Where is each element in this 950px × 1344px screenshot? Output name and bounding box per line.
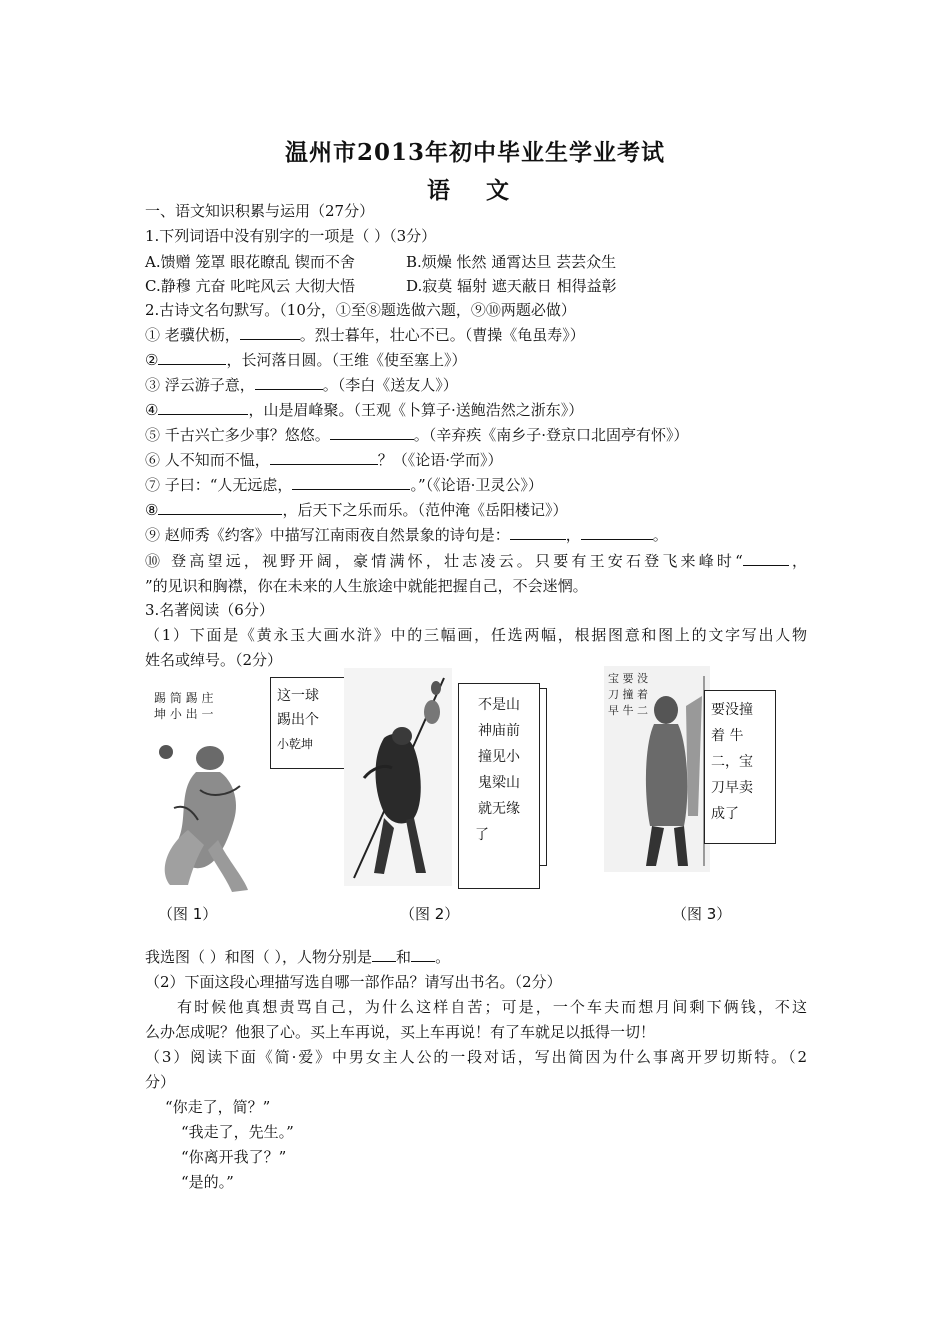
q2-item-4-text: ，山是眉峰聚。（王观《卜算子·送鲍浩然之浙东》） [248,401,584,419]
q2-item-3-text: ③ 浮云游子意， [145,376,255,394]
q2-item-5 [145,425,689,445]
q2-item-10-line1 [145,551,807,571]
q3-part3-line2: 分） [145,1073,176,1091]
answer-blank[interactable] [158,500,282,515]
q2-item-2-text: ，长河落日圆。（王维《使至塞上》） [226,351,467,369]
bubble-line: 踢出个 [277,712,319,728]
q2-item-7-text: ⑦ 子曰：“人无远虑， [145,476,293,494]
bubble-line: 成了 [711,806,739,822]
q1-option-d: D.寂莫 辐射 遮天蔽日 相得益彰 [406,277,617,295]
q3-part1-line1: （1）下面是《黄永玉大画水浒》中的三幅画，任选两幅，根据图意和图上的文字写出人物 [145,626,807,644]
answer-blank[interactable] [158,400,248,415]
bubble-line: 这一球 [277,688,319,704]
q2-item-1-source: 。烈士暮年，壮心不已。（曹操《龟虽寿》） [299,326,585,344]
sword-figure-illustration [604,666,710,872]
q2-item-6-source: ？（《论语·学而》） [377,451,503,469]
q2-item-10-text: ⑩ 登高望远，视野开阔，豪情满怀，壮志凌云。只要有王安石登飞来峰时“ [145,552,743,570]
choose-end: 。 [435,948,451,966]
figure-1-speech-bubble [270,677,350,769]
q2-item-10-comma: ， [788,552,807,570]
subject-title: 语 文 [426,177,523,204]
bubble-line: 了 [475,827,489,843]
q2-item-4 [145,400,583,420]
figure-3-speech-bubble [704,690,776,844]
figure-1-caption: （图 1） [158,905,218,923]
answer-blank[interactable] [330,425,414,440]
bubble-line: 神庙前 [478,723,520,739]
svg-text:宝 要 没: 宝 要 没 [608,672,648,685]
answer-blank[interactable] [581,525,653,540]
q1-option-c: C.静穆 亢奋 叱咤风云 大彻大悟 [145,277,356,295]
dialogue-line-2: “我走了，先生。” [181,1123,294,1141]
bubble-line: 鬼梁山 [478,775,520,791]
choose-and: 和 [396,948,412,966]
q1-option-a: A.馈赠 笼罩 眼花瞭乱 锲而不舍 [145,253,355,271]
bubble-line: 撞见小 [478,749,520,765]
answer-blank[interactable] [158,350,226,365]
q3-choose-line [145,947,450,967]
bubble-line: 要没撞 [711,702,753,718]
q2-item-9-text: ⑨ 赵师秀《约客》中描写江南雨夜自然景象的诗句是： [145,526,510,544]
q1-stem: 1.下列词语中没有别字的一项是（ ）（3分） [145,227,437,245]
figure-1-painting [148,680,254,896]
q2-item-1 [145,325,585,345]
q2-item-9-end: 。 [652,526,668,544]
svg-text:早 牛 二: 早 牛 二 [608,704,648,717]
q2-item-3 [145,375,458,395]
q2-item-1-text: ① 老骥伏枥， [145,326,240,344]
answer-blank[interactable] [270,450,378,465]
bubble-line: 就无缘 [478,801,520,817]
q2-item-8-text: ，后天下之乐而乐。（范仲淹《岳阳楼记》） [282,501,568,519]
svg-text:踢 筒 踢 庄: 踢 筒 踢 庄 [154,691,214,705]
answer-blank[interactable] [743,551,789,566]
q3-part2-text-line1: 有时候他真想责骂自己，为什么这样自苦；可是，一个车夫而想月间剩下俩钱，不这 [177,998,807,1016]
q2-item-4-num: ④ [145,401,159,419]
bubble-line: 不是山 [478,697,520,713]
dialogue-line-1: “你走了，简？” [165,1098,271,1116]
figure-2-caption: （图 2） [400,905,460,923]
q3-part2-text-line2: 么办怎成呢？他狠了心。买上车再说，买上车再说！有了车就足以抵得一切！ [145,1023,656,1041]
q2-item-10-line2: ”的见识和胸襟，你在未来的人生旅途中就能把握自己，不会迷惘。 [145,577,588,595]
q2-item-6-text: ⑥ 人不知而不愠， [145,451,270,469]
svg-text:刀 撞 着: 刀 撞 着 [608,688,648,701]
q2-item-5-text: ⑤ 千古兴亡多少事？悠悠。 [145,426,330,444]
answer-blank[interactable] [292,475,410,490]
q1-option-b: B.烦燥 怅然 通霄达旦 芸芸众生 [406,253,617,271]
q2-item-2-num: ② [145,351,159,369]
spear-figure-illustration [344,668,452,886]
figure-2-painting [344,668,452,886]
bubble-line: 刀早卖 [711,780,753,796]
answer-blank[interactable] [255,375,323,390]
figure-3-caption: （图 3） [672,905,732,923]
q2-item-3-source: 。（李白《送友人》） [322,376,458,394]
q2-item-5-source: 。（辛弃疾《南乡子·登京口北固亭有怀》） [413,426,689,444]
exam-title: 温州市2013年初中毕业生学业考试 [284,139,665,166]
figure-3-painting [604,666,710,872]
q2-item-6 [145,450,503,470]
section-heading: 一、语文知识积累与运用（27分） [145,202,375,220]
q2-item-2 [145,350,466,370]
q3-part1-line2: 姓名或绰号。（2分） [145,651,283,669]
bubble-line: 二，宝 [711,754,753,770]
choose-text: 我选图（ ）和图（ ），人物分别是 [145,948,373,966]
q2-item-9 [145,525,668,545]
dialogue-line-4: “是的。” [181,1173,234,1191]
q2-stem: 2.古诗文名句默写。（10分，①至⑧题选做六题，⑨⑩两题必做） [145,301,576,319]
q2-item-7 [145,475,543,495]
figure-2-speech-bubble [458,683,540,889]
svg-text:坤 小 出 一: 坤 小 出 一 [154,707,214,721]
answer-blank[interactable] [372,947,396,962]
answer-blank[interactable] [411,947,435,962]
q3-part2-stem: （2）下面这段心理描写选自哪一部作品？请写出书名。（2分） [145,973,562,991]
dialogue-line-3: “你离开我了？” [181,1148,287,1166]
q2-item-8 [145,500,567,520]
bubble-line: 着 牛 [711,728,744,744]
answer-blank[interactable] [240,325,300,340]
answer-blank[interactable] [510,525,566,540]
kicking-figure-illustration [148,680,254,896]
q2-item-7-source: 。”（《论语·卫灵公》） [410,476,543,494]
q3-stem: 3.名著阅读（6分） [145,601,274,619]
q3-part3-line1: （3）阅读下面《简·爱》中男女主人公的一段对话，写出简因为什么事离开罗切斯特。（2 [145,1048,807,1066]
bubble-line: 小乾坤 [277,737,314,751]
q2-item-8-num: ⑧ [145,501,159,519]
q2-item-9-comma: ， [565,526,581,544]
